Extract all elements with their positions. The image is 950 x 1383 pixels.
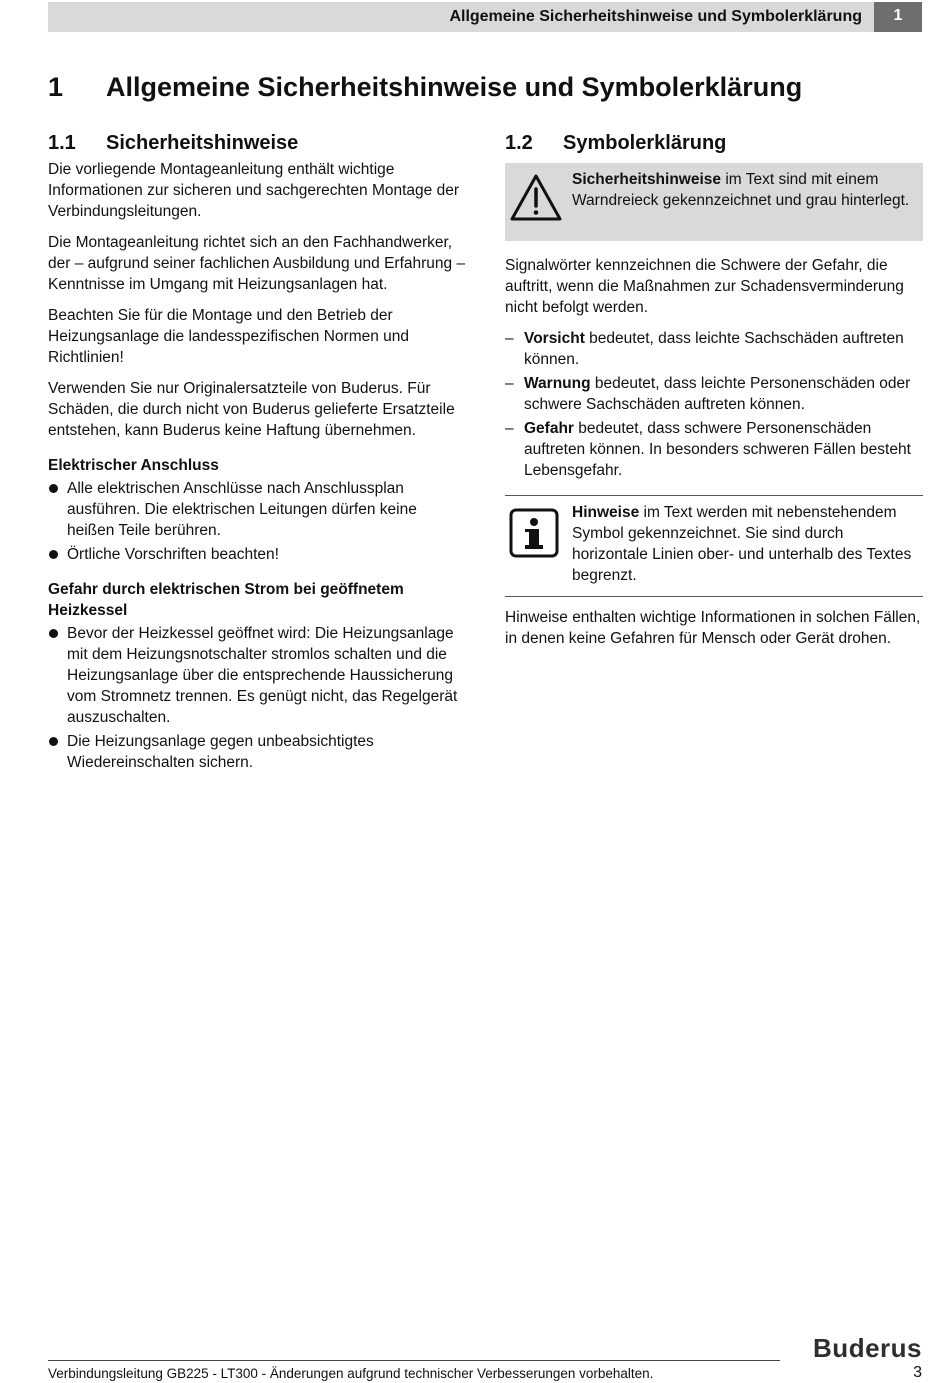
chapter-number: 1 (48, 72, 64, 102)
footer-divider (48, 1360, 780, 1361)
bullet-icon (49, 550, 58, 559)
bullet-icon (49, 629, 58, 638)
bullet-icon (49, 484, 58, 493)
subheading-electric-danger: Gefahr durch elektrischen Strom bei geöffnetem Heizkessel (48, 581, 404, 619)
info-icon (509, 508, 559, 558)
info-notice-keyword: Hinweise (572, 504, 640, 521)
brand-logo: Buderus (813, 1333, 922, 1363)
list-item-text: Alle elektrischen Anschlüsse nach Anschlussplan ausführen. Die elektrischen Leitungen dürfen keine heißen Teile berühren. (67, 480, 417, 539)
info-notice-text (572, 502, 913, 586)
signal-word: Gefahr (524, 420, 574, 437)
section-number: 1.2 (505, 132, 533, 154)
safety-notice-keyword: Sicherheitshinweise (572, 171, 722, 188)
page-number: 3 (913, 1364, 922, 1381)
bullet-list (48, 623, 468, 773)
list-item (48, 623, 468, 728)
bullet-list (48, 478, 468, 565)
bullet-icon (49, 737, 58, 746)
section-title: Symbolerklärung (563, 132, 727, 154)
safety-notice-box (505, 163, 923, 241)
chapter-title (48, 72, 802, 103)
subheading-electrical-connection: Elektrischer Anschluss (48, 457, 219, 474)
list-item (505, 373, 923, 415)
paragraph: Die vorliegende Montageanleitung enthält wichtige Informationen zur sicheren und sachgerechten Montage der Verbindungsleitungen. (48, 161, 459, 220)
list-item-text: Bevor der Heizkessel geöffnet wird: Die Heizungsanlage mit dem Heizungsnotschalter stromlos schalten und die Heizungsanlage über die entsprechende Haussicherung vom Stromnetz trennen. Es genügt nicht, das Regelgerät auszuschalten. (67, 625, 458, 726)
signal-word: Warnung (524, 375, 591, 392)
paragraph: Beachten Sie für die Montage und den Betrieb der Heizungsanlage die landesspezifischen Normen und Richtlinien! (48, 307, 410, 366)
list-item-text: Die Heizungsanlage gegen unbeabsichtigtes Wiedereinschalten sichern. (67, 733, 374, 771)
safety-notice-body: im Text sind mit einem Warndreieck gekennzeichnet und grau hinterlegt. (572, 171, 910, 209)
signal-word-text: bedeutet, dass leichte Sachschäden auftreten können. (524, 330, 904, 368)
list-item (48, 544, 468, 565)
section-number: 1.1 (48, 132, 76, 154)
warning-triangle-icon (509, 173, 563, 223)
signal-words-intro: Signalwörter kennzeichnen die Schwere der Gefahr, die auftritt, wenn die Maßnahmen zur Schadensverminderung nicht befolgt werden. (505, 257, 904, 316)
info-notice-body: im Text werden mit nebenstehendem Symbol gekennzeichnet. Sie sind durch horizontale Linien ober- und unterhalb des Textes begrenzt. (572, 504, 912, 584)
dash-marker: – (505, 420, 514, 437)
chapter-title-text: Allgemeine Sicherheitshinweise und Symbolerklärung (106, 72, 803, 102)
signal-word-list (505, 328, 923, 481)
dash-marker: – (505, 375, 514, 392)
list-item (48, 478, 468, 541)
section-heading-1-2 (505, 132, 923, 155)
info-notice-box (505, 495, 923, 597)
footer-text: Verbindungsleitung GB225 - LT300 - Änderungen aufgrund technischer Verbesserungen vorbehalten. (48, 1366, 654, 1381)
paragraph: Hinweise enthalten wichtige Informationen in solchen Fällen, in denen keine Gefahren für Mensch oder Gerät drohen. (505, 609, 921, 647)
dash-marker: – (505, 330, 514, 347)
chapter-tab-number: 1 (874, 2, 922, 32)
section-heading-1-1 (48, 132, 468, 155)
list-item (505, 328, 923, 370)
running-header (48, 2, 874, 32)
signal-word-text: bedeutet, dass schwere Personenschäden auftreten können. In besonders schweren Fällen besteht Lebensgefahr. (524, 420, 911, 479)
list-item (48, 731, 468, 773)
right-column (505, 132, 923, 659)
signal-word: Vorsicht (524, 330, 585, 347)
paragraph: Die Montageanleitung richtet sich an den Fachhandwerker, der – aufgrund seiner fachlichen Ausbildung und Erfahrung – Kenntnisse im Umgang mit Heizungsanlagen hat. (48, 234, 466, 293)
list-item-text: Örtliche Vorschriften beachten! (67, 546, 279, 563)
left-column (48, 132, 468, 781)
paragraph: Verwenden Sie nur Originalersatzteile von Buderus. Für Schäden, die durch nicht von Buderus gelieferte Ersatzteile entstehen, kann Buderus keine Haftung übernehmen. (48, 380, 455, 439)
safety-notice-text (572, 169, 913, 211)
section-title: Sicherheitshinweise (106, 132, 299, 154)
signal-word-text: bedeutet, dass leichte Personenschäden oder schwere Sachschäden auftreten können. (524, 375, 911, 413)
running-header-title: Allgemeine Sicherheitshinweise und Symbolerklärung (449, 8, 862, 25)
list-item (505, 418, 923, 481)
